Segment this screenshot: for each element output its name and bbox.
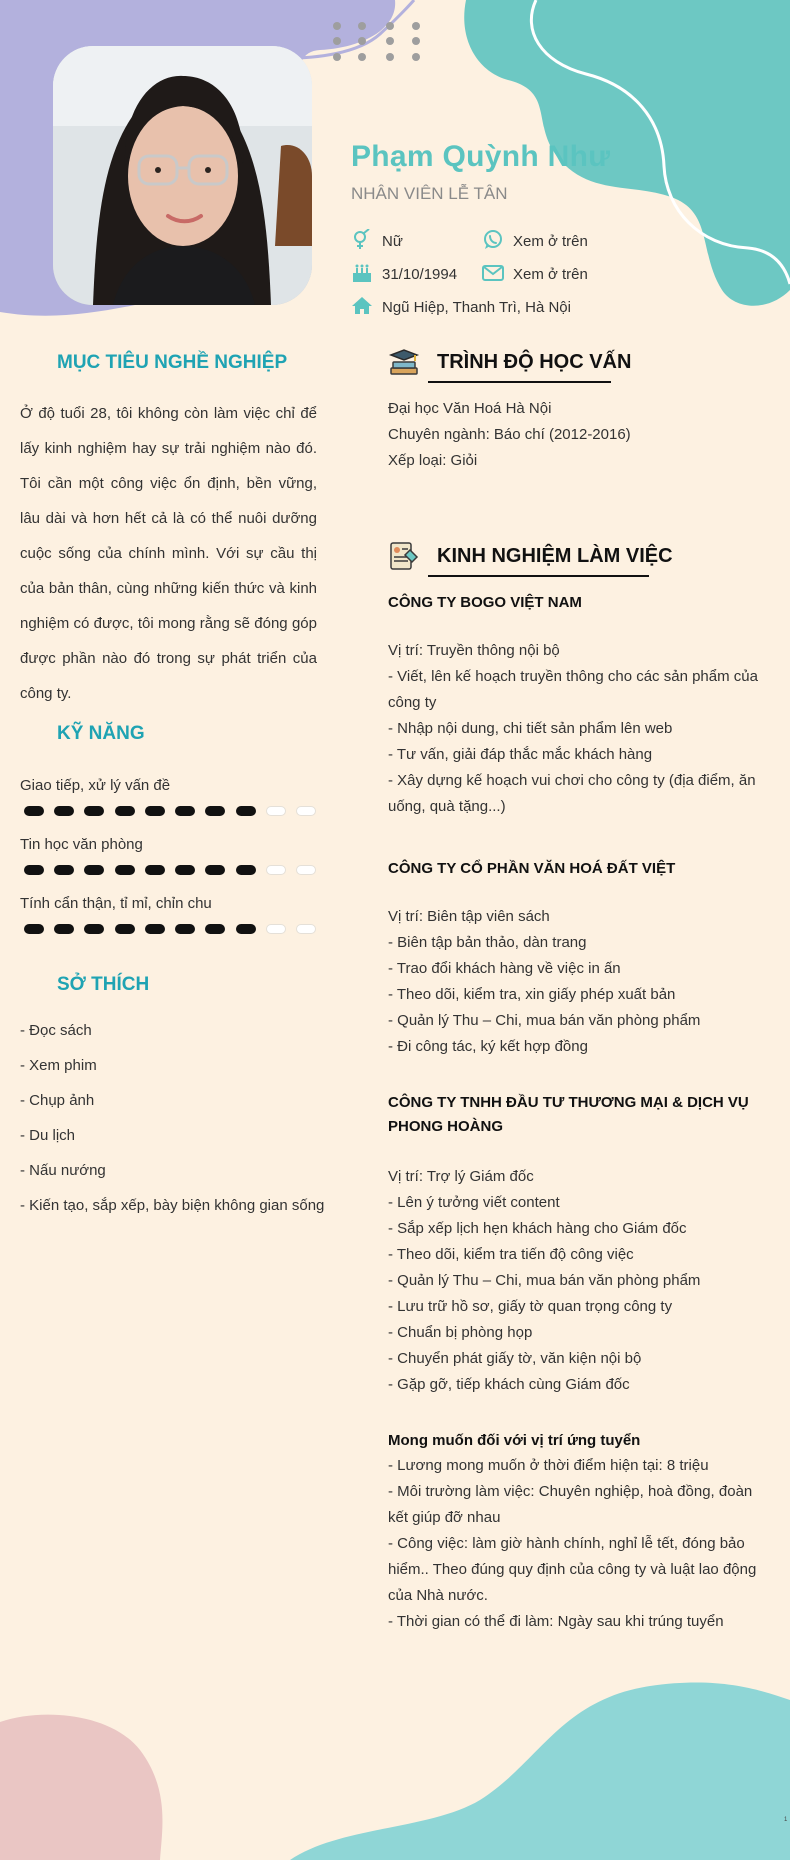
rating-dot-filled xyxy=(24,806,44,816)
skill-rating xyxy=(24,804,316,818)
skill-label: Giao tiếp, xử lý vấn đề xyxy=(20,777,171,794)
rating-dot-filled xyxy=(175,865,195,875)
email-text: Xem ở trên xyxy=(513,266,588,283)
job-line: Vị trí: Trợ lý Giám đốc xyxy=(388,1168,534,1185)
objective-text: Ở độ tuổi 28, tôi không còn làm việc chỉ để lấy kinh nghiệm hay sự trải nghiệm nào đó. Tôi cần một công việc ổn định, bền vững, lâu dài và hơn hết cả là có thể nuôi dưỡng cuộc sống của chính mình. Với sự cầu thị của bản thân, cùng những kiến thức và kinh nghiệm có được, tôi mong rằng sẽ đóng góp được phần nào đó trong sự phát triển của công ty. xyxy=(20,405,317,702)
birthday-text: 31/10/1994 xyxy=(382,266,458,283)
skill-label: Tính cẩn thận, tỉ mỉ, chỉn chu xyxy=(20,895,212,912)
rating-dot-filled xyxy=(115,865,135,875)
job-line: - Viết, lên kế hoạch truyền thông cho các sản phẩm của công ty xyxy=(388,668,758,711)
rating-dot-filled xyxy=(54,806,74,816)
job-line: Vị trí: Biên tập viên sách xyxy=(388,908,550,925)
envelope-icon xyxy=(482,262,504,284)
hobby-item: - Xem phim xyxy=(20,1057,97,1074)
rating-dot-empty xyxy=(266,806,286,816)
resume-document-icon xyxy=(388,540,420,572)
wish-line: - Thời gian có thể đi làm: Ngày sau khi trúng tuyển xyxy=(388,1613,724,1630)
rating-dot-empty xyxy=(296,865,316,875)
gender-icon xyxy=(351,229,373,251)
rating-dot-empty xyxy=(296,924,316,934)
rating-dot-filled xyxy=(145,865,165,875)
education-rank: Xếp loại: Giỏi xyxy=(388,452,478,469)
hobby-item: - Kiến tạo, sắp xếp, bày biện không gian sống xyxy=(20,1197,325,1214)
page-number: 1 xyxy=(784,1817,788,1823)
home-icon xyxy=(351,295,373,317)
wish-line: - Môi trường làm việc: Chuyên nghiệp, hoà đồng, đoàn kết giúp đỡ nhau xyxy=(388,1483,753,1526)
rating-dot-empty xyxy=(266,865,286,875)
rating-dot-filled xyxy=(84,806,104,816)
education-major: Chuyên ngành: Báo chí (2012-2016) xyxy=(388,426,631,443)
gender-text: Nữ xyxy=(382,233,403,250)
education-school: Đại học Văn Hoá Hà Nội xyxy=(388,400,552,417)
whatsapp-icon xyxy=(482,229,504,251)
job-line: - Gặp gỡ, tiếp khách cùng Giám đốc xyxy=(388,1376,630,1393)
job-line: - Nhập nội dung, chi tiết sản phẩm lên web xyxy=(388,720,673,737)
graduation-books-icon xyxy=(388,346,420,378)
rating-dot-filled xyxy=(54,924,74,934)
job-line: - Lưu trữ hồ sơ, giấy tờ quan trọng công ty xyxy=(388,1298,673,1315)
skill-label: Tin học văn phòng xyxy=(20,836,143,853)
section-underline xyxy=(428,381,611,383)
address-text: Ngũ Hiệp, Thanh Trì, Hà Nội xyxy=(382,299,571,316)
job-line: - Theo dõi, kiểm tra tiến độ công việc xyxy=(388,1246,634,1263)
job-line: - Chuẩn bị phòng họp xyxy=(388,1324,533,1341)
wishes-title: Mong muốn đối với vị trí ứng tuyển xyxy=(388,1432,641,1449)
rating-dot-filled xyxy=(115,924,135,934)
job-line: - Tư vấn, giải đáp thắc mắc khách hàng xyxy=(388,746,653,763)
rating-dot-filled xyxy=(24,924,44,934)
job-line: - Sắp xếp lịch hẹn khách hàng cho Giám đốc xyxy=(388,1220,687,1237)
wish-line: - Lương mong muốn ở thời điểm hiện tại: 8 triệu xyxy=(388,1457,709,1474)
hobbies-title: SỞ THÍCH xyxy=(57,974,150,995)
job-line: - Xây dựng kế hoạch vui chơi cho công ty (địa điểm, ăn uống, quà tặng...) xyxy=(388,772,756,815)
rating-dot-filled xyxy=(24,865,44,875)
portrait-illustration xyxy=(53,46,312,305)
company-name: CÔNG TY TNHH ĐẦU TƯ THƯƠNG MẠI & DỊCH VỤ PHONG HOÀNG xyxy=(388,1094,749,1135)
rating-dot-filled xyxy=(205,865,225,875)
company-name: CÔNG TY BOGO VIỆT NAM xyxy=(388,594,582,611)
rating-dot-filled xyxy=(145,924,165,934)
rating-dot-empty xyxy=(266,924,286,934)
education-title: TRÌNH ĐỘ HỌC VẤN xyxy=(437,351,632,373)
job-line: - Trao đổi khách hàng về việc in ấn xyxy=(388,960,621,977)
rating-dot-filled xyxy=(145,806,165,816)
job-line: - Biên tập bản thảo, dàn trang xyxy=(388,934,587,951)
wish-line: - Công việc: làm giờ hành chính, nghỉ lễ tết, đóng bảo hiểm.. Theo đúng quy định của công ty và luật lao động của Nhà nước. xyxy=(388,1535,757,1604)
rating-dot-filled xyxy=(115,806,135,816)
skill-rating xyxy=(24,863,316,877)
profile-photo xyxy=(53,46,312,305)
rating-dot-filled xyxy=(236,806,256,816)
rating-dot-filled xyxy=(236,865,256,875)
job-line: - Lên ý tưởng viết content xyxy=(388,1194,560,1211)
rating-dot-filled xyxy=(84,865,104,875)
candidate-name: Phạm Quỳnh Như xyxy=(351,140,611,173)
rating-dot-filled xyxy=(205,924,225,934)
rating-dot-filled xyxy=(236,924,256,934)
hobby-item: - Du lịch xyxy=(20,1127,76,1144)
birthday-cake-icon xyxy=(351,262,373,284)
rating-dot-filled xyxy=(54,865,74,875)
rating-dot-filled xyxy=(84,924,104,934)
section-underline xyxy=(428,575,649,577)
job-line: - Quản lý Thu – Chi, mua bán văn phòng phẩm xyxy=(388,1272,701,1289)
rating-dot-empty xyxy=(296,806,316,816)
hobby-item: - Đọc sách xyxy=(20,1022,92,1039)
job-line: - Đi công tác, ký kết hợp đồng xyxy=(388,1038,588,1055)
skills-title: KỸ NĂNG xyxy=(57,723,145,744)
rating-dot-filled xyxy=(205,806,225,816)
hobby-item: - Nấu nướng xyxy=(20,1162,106,1179)
job-line: - Quản lý Thu – Chi, mua bán văn phòng phẩm xyxy=(388,1012,701,1029)
rating-dot-filled xyxy=(175,924,195,934)
job-line: Vị trí: Truyền thông nội bộ xyxy=(388,642,560,659)
experience-title: KINH NGHIỆM LÀM VIỆC xyxy=(437,545,673,567)
objective-title: MỤC TIÊU NGHỀ NGHIỆP xyxy=(57,352,288,373)
job-line: - Chuyển phát giấy tờ, văn kiện nội bộ xyxy=(388,1350,642,1367)
skill-rating xyxy=(24,922,316,936)
company-name: CÔNG TY CỔ PHẦN VĂN HOÁ ĐẤT VIỆT xyxy=(388,860,676,877)
job-title: NHÂN VIÊN LỄ TÂN xyxy=(351,184,508,203)
rating-dot-filled xyxy=(175,806,195,816)
job-line: - Theo dõi, kiểm tra, xin giấy phép xuất bản xyxy=(388,986,676,1003)
phone-text: Xem ở trên xyxy=(513,233,588,250)
hobby-item: - Chụp ảnh xyxy=(20,1092,95,1109)
